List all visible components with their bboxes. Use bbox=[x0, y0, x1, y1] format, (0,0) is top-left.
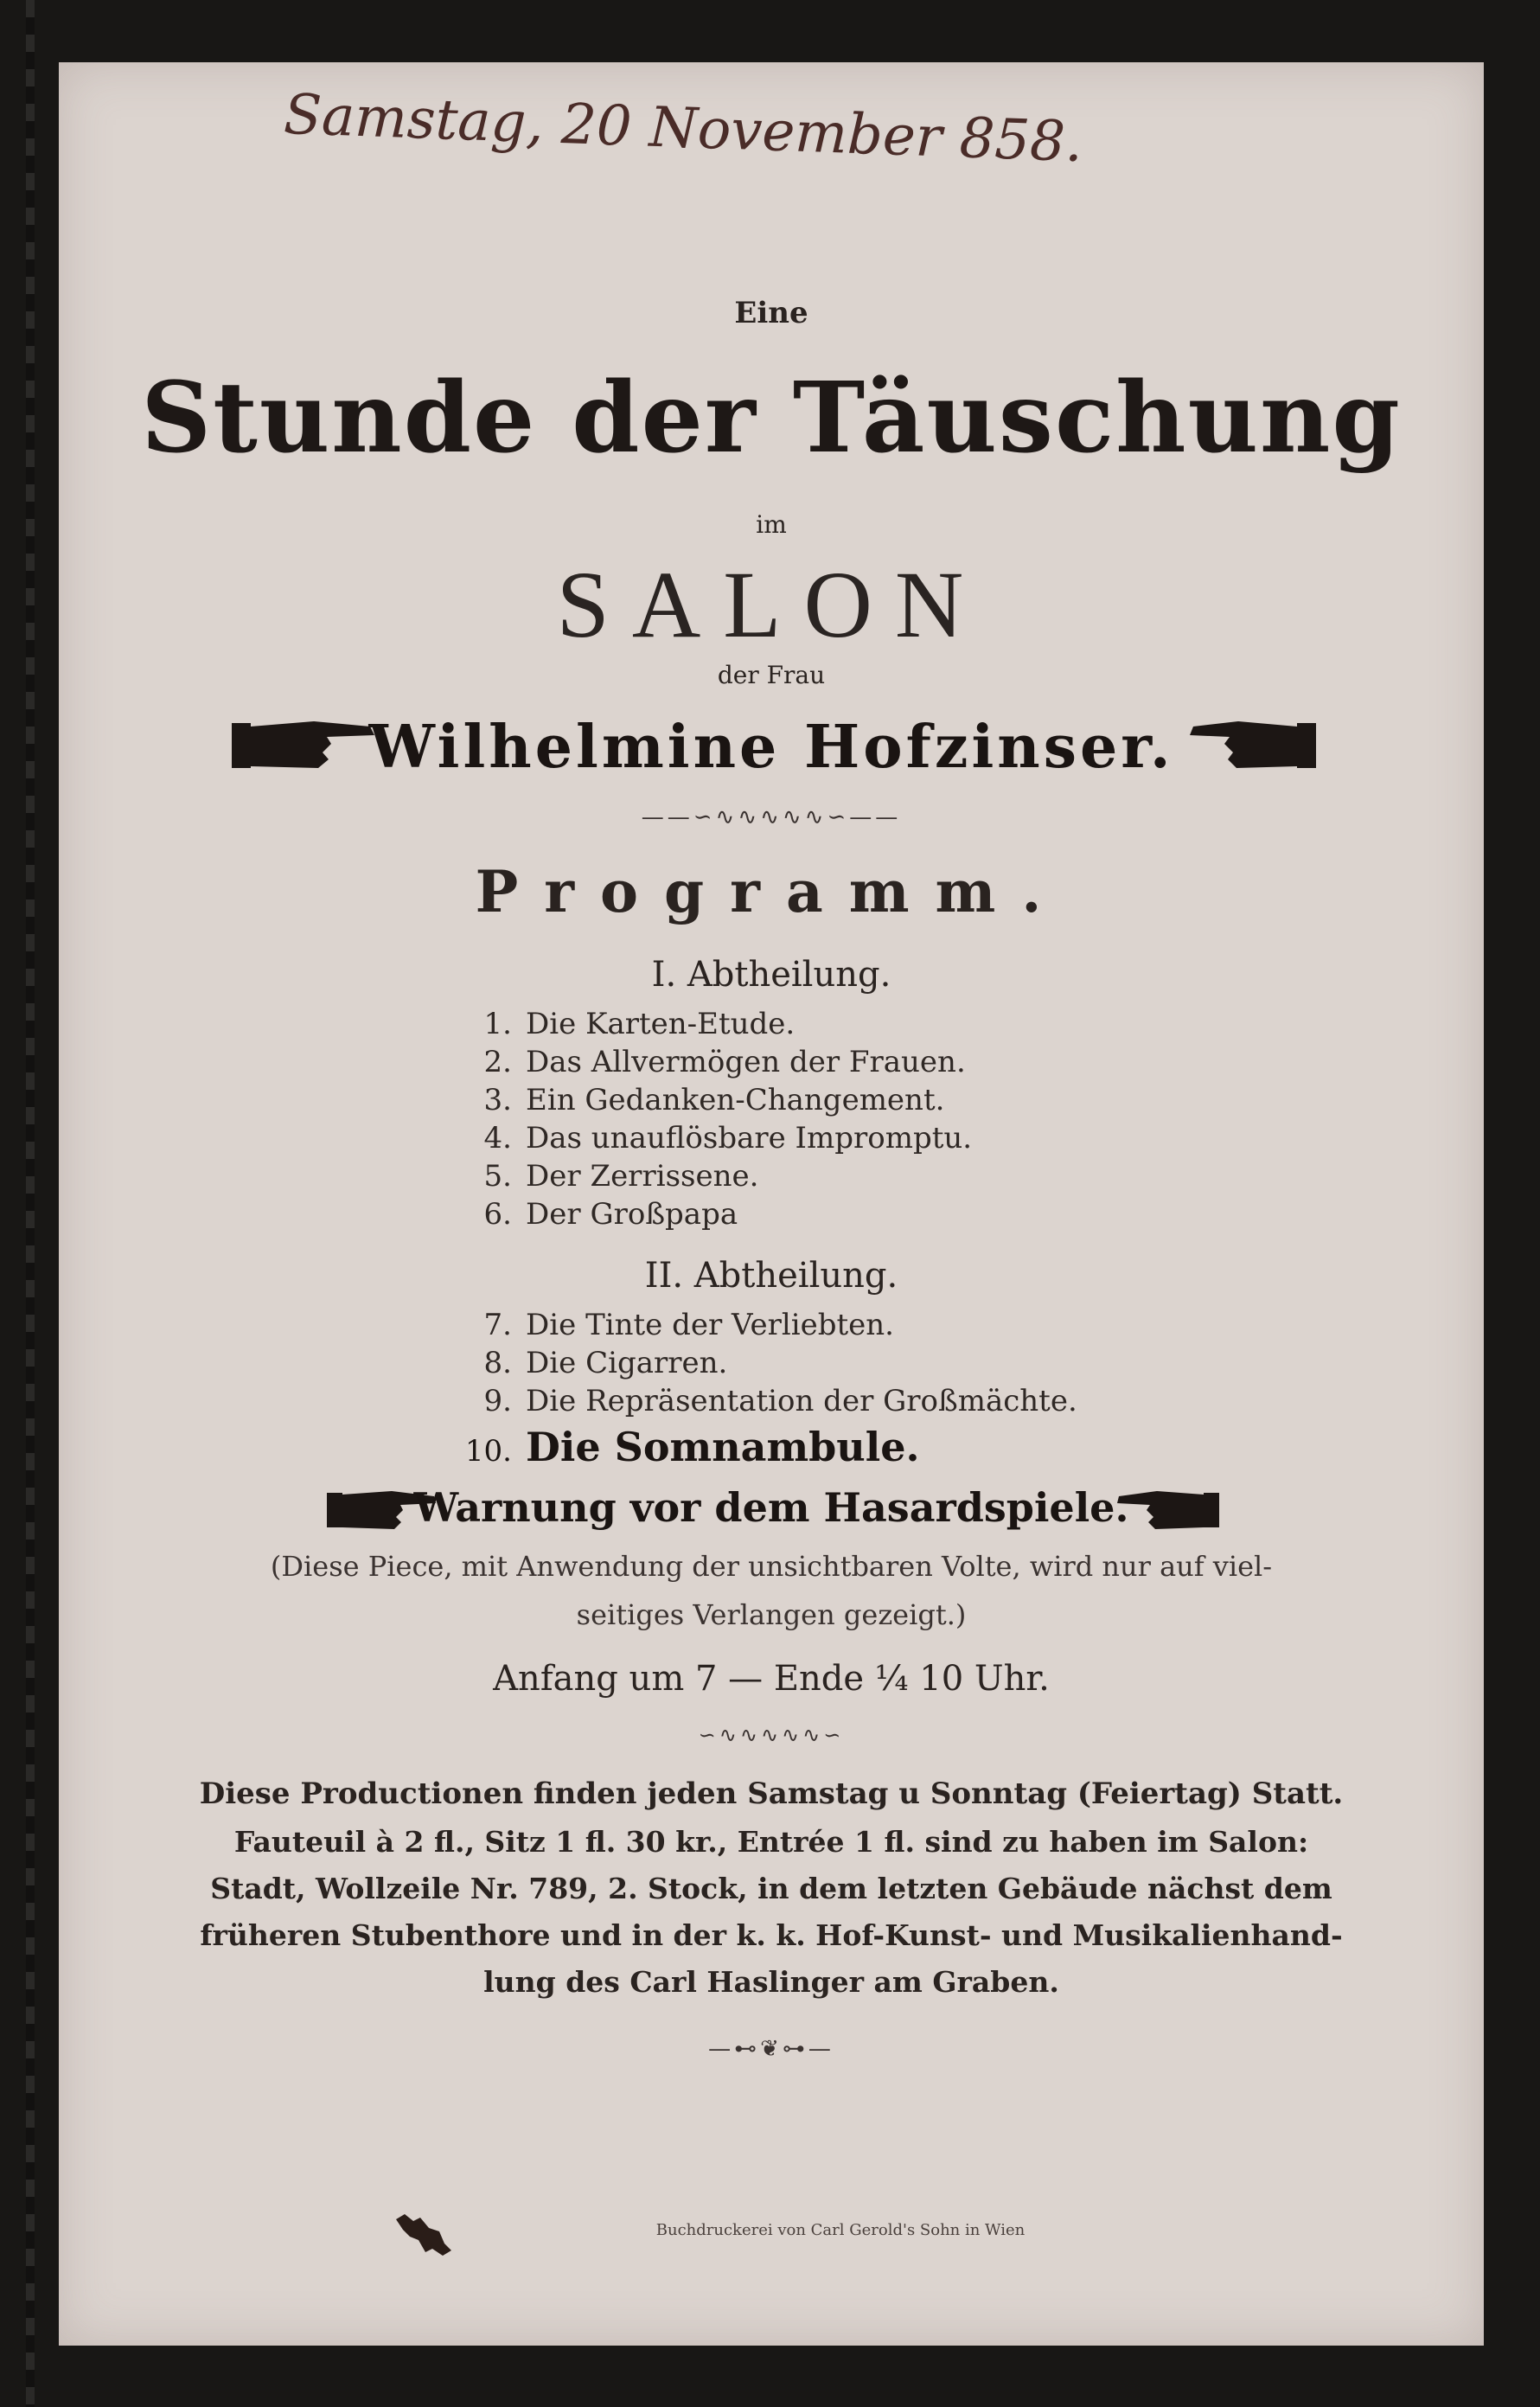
performer-name: Wilhelmine Hofzinser. bbox=[368, 713, 1174, 782]
list-item: 5. Der Zerrissene. bbox=[483, 1159, 759, 1194]
printer-imprint: Buchdruckerei von Carl Gerold's Sohn in Wien bbox=[655, 2221, 1026, 2239]
programm-heading: Programm. bbox=[475, 858, 1068, 925]
salon-heading: SALON bbox=[556, 552, 987, 657]
ornament-divider-1: ——∽∿∿∿∿∿∽—— bbox=[641, 804, 902, 830]
info-line-5: lung des Carl Haslinger am Graben. bbox=[483, 1965, 1059, 1999]
note-line-1: (Diese Piece, mit Anwendung der unsichtbaren Volte, wird nur auf viel- bbox=[270, 1550, 1273, 1583]
list-item: 4. Das unauflösbare Impromptu. bbox=[483, 1121, 973, 1155]
part2-label: II. Abtheilung. bbox=[644, 1256, 898, 1296]
warning-line: Warnung vor dem Hasardspiele. bbox=[413, 1484, 1129, 1531]
pointing-hand-left-icon bbox=[1186, 714, 1316, 777]
info-line-3: Stadt, Wollzeile Nr. 789, 2. Stock, in dem letzten Gebäude nächst dem bbox=[210, 1872, 1332, 1905]
handwritten-date: Samstag, 20 November 858. bbox=[282, 82, 1084, 176]
pointing-hand-left-icon bbox=[1115, 1486, 1219, 1534]
info-line-1: Diese Productionen finden jeden Samstag u Sonntag (Feiertag) Statt. bbox=[199, 1776, 1344, 1811]
showtimes: Anfang um 7 — Ende ¼ 10 Uhr. bbox=[493, 1659, 1050, 1699]
list-item: 1. Die Karten-Etude. bbox=[483, 1007, 796, 1041]
header-der-frau: der Frau bbox=[717, 661, 826, 689]
part1-label: I. Abtheilung. bbox=[651, 955, 891, 995]
list-item: 8. Die Cigarren. bbox=[483, 1346, 728, 1380]
left-edge-strip bbox=[26, 0, 35, 2407]
playbill-sheet bbox=[59, 62, 1484, 2346]
header-im: im bbox=[756, 510, 787, 539]
header-pre: Eine bbox=[734, 296, 808, 330]
list-item: 2. Das Allvermögen der Frauen. bbox=[483, 1045, 966, 1079]
info-line-4: früheren Stubenthore und in der k. k. Hof-Kunst- und Musikalienhand- bbox=[200, 1918, 1343, 1952]
list-item: 7. Die Tinte der Verliebten. bbox=[483, 1308, 894, 1342]
info-line-2: Fauteuil à 2 fl., Sitz 1 fl. 30 kr., Entrée 1 fl. sind zu haben im Salon: bbox=[233, 1825, 1309, 1859]
ornament-divider-3: —⊷❦⊶— bbox=[708, 2036, 834, 2062]
note-line-2: seitiges Verlangen gezeigt.) bbox=[576, 1598, 967, 1631]
ornament-divider-2: ∽∿∿∿∿∿∽ bbox=[698, 1723, 845, 1747]
list-item: 9. Die Repräsentation der Großmächte. bbox=[483, 1384, 1077, 1418]
list-item: 10. Die Somnambule. bbox=[464, 1424, 920, 1470]
list-item: 6. Der Großpapa bbox=[483, 1197, 738, 1232]
event-title: Stunde der Täuschung bbox=[141, 362, 1402, 475]
list-item: 3. Ein Gedanken-Changement. bbox=[483, 1083, 945, 1117]
